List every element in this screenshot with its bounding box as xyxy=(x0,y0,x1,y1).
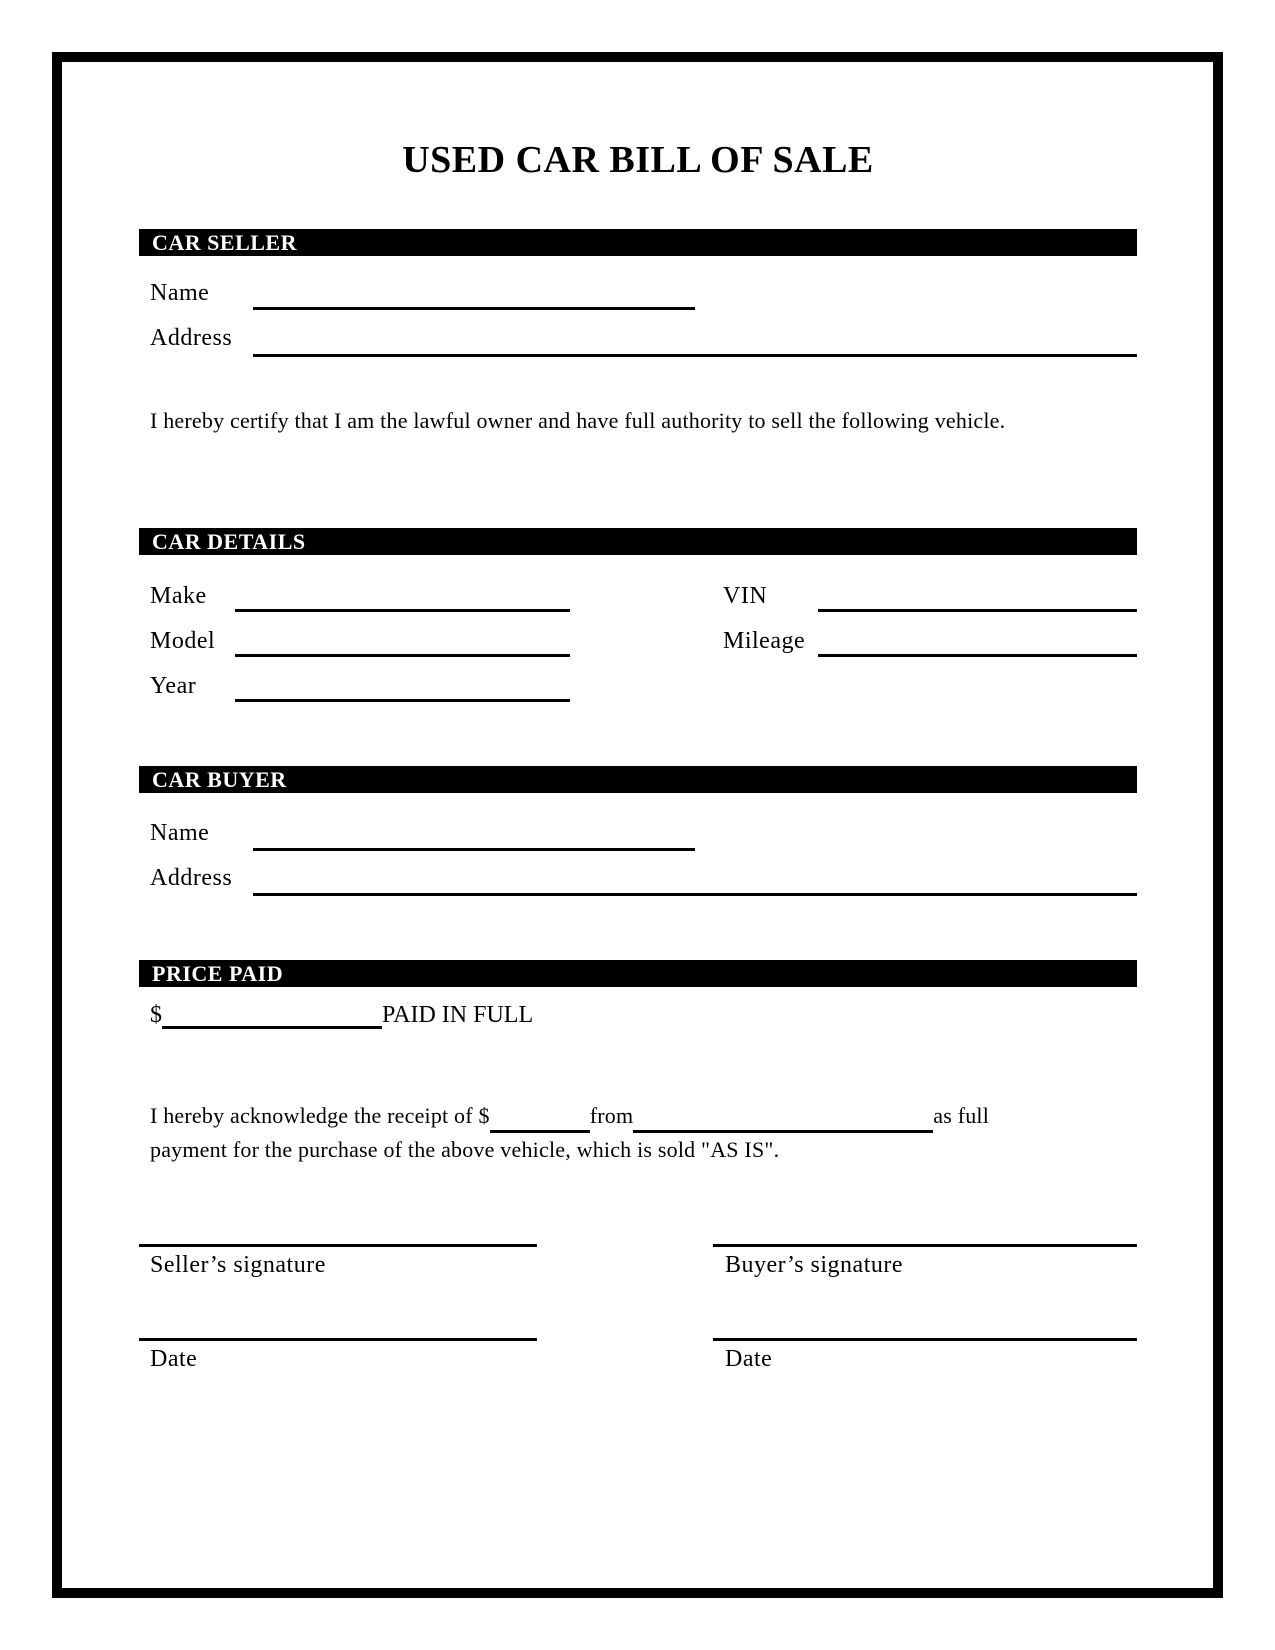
paid-in-full-label: PAID IN FULL xyxy=(382,1002,534,1028)
received-from-field-line[interactable] xyxy=(633,1108,933,1133)
seller-address-field-line[interactable] xyxy=(253,354,1137,357)
buyer-name-field-line[interactable] xyxy=(253,848,695,851)
price-paid-line xyxy=(150,1002,533,1029)
year-label: Year xyxy=(150,673,197,699)
page-border xyxy=(52,52,1223,1598)
model-field-line[interactable] xyxy=(235,654,570,657)
acknowledgment-paragraph xyxy=(150,1099,1070,1167)
mileage-label: Mileage xyxy=(723,628,806,654)
acknowledgment-text-3: as full payment for the purchase of the above vehicle, which is sold "AS IS". xyxy=(150,1103,990,1162)
seller-signature-line[interactable] xyxy=(139,1244,537,1247)
year-field-line[interactable] xyxy=(235,699,570,702)
section-header-car-buyer: CAR BUYER xyxy=(139,766,1137,793)
seller-date-line[interactable] xyxy=(139,1338,537,1341)
receipt-amount-field-line[interactable] xyxy=(490,1108,590,1133)
model-label: Model xyxy=(150,628,216,654)
buyer-address-label: Address xyxy=(150,865,233,891)
price-amount-field-line[interactable] xyxy=(162,1002,382,1029)
seller-address-label: Address xyxy=(150,325,233,351)
seller-date-label: Date xyxy=(150,1346,198,1372)
buyer-name-label: Name xyxy=(150,820,210,846)
seller-certification-text: I hereby certify that I am the lawful owner and have full authority to sell the following vehicle. xyxy=(150,408,1006,433)
make-label: Make xyxy=(150,583,207,609)
buyer-date-label: Date xyxy=(725,1346,773,1372)
vin-label: VIN xyxy=(723,583,768,609)
currency-symbol: $ xyxy=(150,1002,162,1028)
section-header-car-details: CAR DETAILS xyxy=(139,528,1137,555)
seller-name-field-line[interactable] xyxy=(253,307,695,310)
section-header-car-seller: CAR SELLER xyxy=(139,229,1137,256)
buyer-address-field-line[interactable] xyxy=(253,893,1137,896)
page-title: USED CAR BILL OF SALE xyxy=(402,139,874,181)
vin-field-line[interactable] xyxy=(818,609,1137,612)
section-header-price-paid: PRICE PAID xyxy=(139,960,1137,987)
mileage-field-line[interactable] xyxy=(818,654,1137,657)
seller-name-label: Name xyxy=(150,280,210,306)
acknowledgment-text-2: from xyxy=(589,1103,634,1128)
buyer-date-line[interactable] xyxy=(713,1338,1137,1341)
make-field-line[interactable] xyxy=(235,609,570,612)
acknowledgment-text-1: I hereby acknowledge the receipt of $ xyxy=(150,1103,490,1128)
seller-signature-label: Seller’s signature xyxy=(150,1252,326,1278)
buyer-signature-line[interactable] xyxy=(713,1244,1137,1247)
buyer-signature-label: Buyer’s signature xyxy=(725,1252,904,1278)
